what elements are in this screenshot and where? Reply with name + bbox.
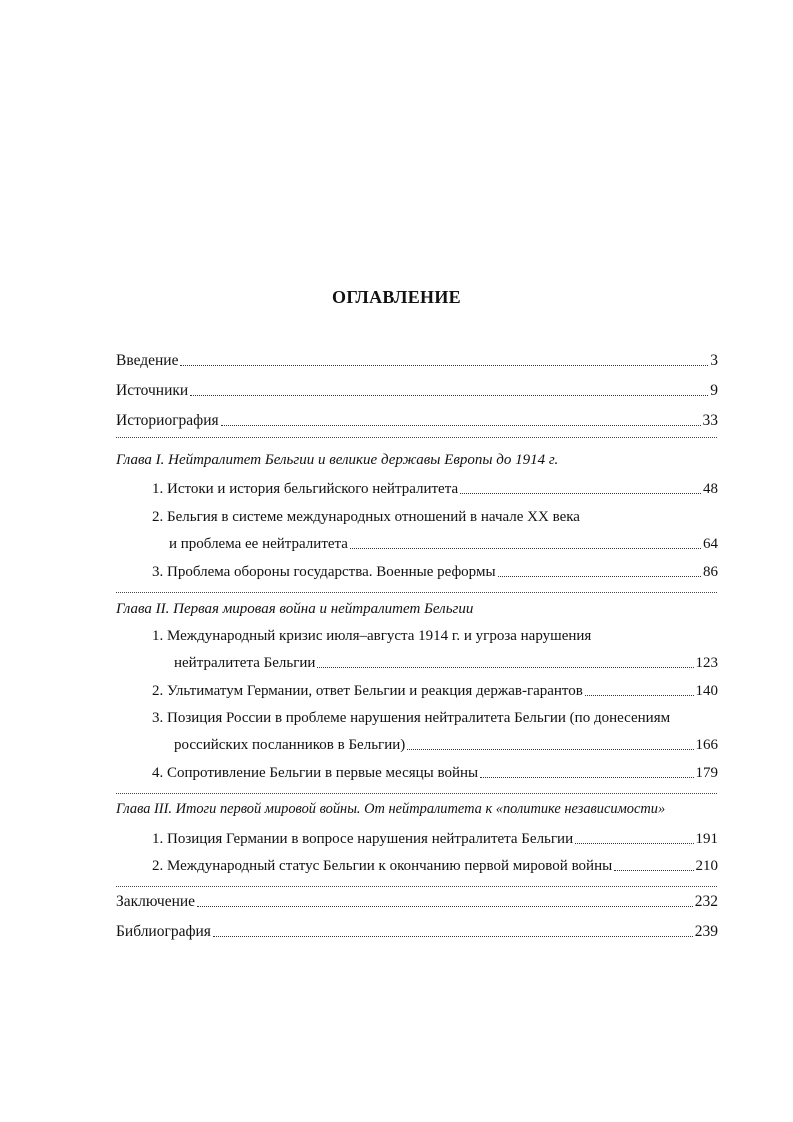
dot-leader [480, 777, 693, 778]
dot-leader [575, 843, 693, 844]
toc-entry-ch3-s1[interactable] [152, 829, 718, 849]
page-title: ОГЛАВЛЕНИЕ [332, 287, 461, 307]
toc-page-number: 210 [695, 858, 718, 874]
toc-entry-conclusion[interactable] [116, 892, 718, 912]
toc-entry-label: 2. Международный статус Бельгии к окончанию первой мировой войны [152, 858, 613, 874]
toc-entry-intro[interactable] [116, 351, 718, 371]
dot-leader [197, 906, 693, 907]
toc-entry-historiography[interactable] [116, 411, 718, 431]
toc-entry-label: Историография [116, 412, 219, 429]
toc-entry-ch1-s1[interactable] [152, 479, 718, 499]
toc-page-number: 239 [694, 923, 718, 940]
chapter-2-title[interactable]: Глава II. Первая мировая война и нейтралитет Бельгии [116, 601, 474, 617]
toc-entry-label: Библиография [116, 923, 211, 940]
toc-page-number: 179 [695, 765, 718, 781]
toc-page-number: 33 [702, 412, 718, 429]
dot-leader [407, 749, 693, 750]
toc-page-number: 191 [695, 831, 718, 847]
toc-entry-ch2-s4[interactable] [152, 763, 718, 783]
toc-page-number: 9 [710, 382, 718, 399]
toc-page-number: 166 [695, 737, 718, 753]
toc-page-number: 86 [703, 564, 718, 580]
separator-rule [116, 592, 717, 593]
toc-entry-ch2-s2[interactable] [152, 681, 718, 701]
dot-leader [614, 870, 693, 871]
dot-leader [585, 695, 694, 696]
toc-entry-ch2-s1[interactable] [174, 653, 718, 673]
separator-rule [116, 437, 717, 438]
toc-page-number: 64 [703, 536, 718, 552]
toc-entry-label: 2. Ультиматум Германии, ответ Бельгии и реакция держав-гарантов [152, 683, 583, 699]
chapter-3-title[interactable]: Глава III. Итоги первой мировой войны. От нейтралитета к «политике независимости» [116, 801, 666, 817]
toc-entry-label: и проблема ее нейтралитета [169, 536, 348, 552]
toc-entry-label: Заключение [116, 893, 196, 910]
dot-leader [317, 667, 693, 668]
toc-entry-ch2-s3[interactable] [174, 735, 718, 755]
separator-rule [116, 886, 717, 887]
toc-entry-ch2-s1-line1[interactable]: 1. Международный кризис июля–августа 1914 г. и угроза нарушения [152, 628, 592, 644]
toc-page-number: 3 [710, 352, 718, 369]
dot-leader [213, 936, 693, 937]
toc-entry-ch3-s2[interactable] [152, 856, 718, 876]
toc-entry-label: нейтралитета Бельгии [174, 655, 316, 671]
toc-entry-label: российских посланников в Бельгии) [174, 737, 406, 753]
separator-rule [116, 793, 717, 794]
toc-entry-label: 3. Проблема обороны государства. Военные реформы [152, 564, 496, 580]
toc-entry-ch1-s3[interactable] [152, 562, 718, 582]
dot-leader [498, 576, 701, 577]
toc-page-number: 123 [695, 655, 718, 671]
toc-entry-ch1-s2[interactable] [169, 534, 718, 554]
toc-page-number: 48 [703, 481, 718, 497]
dot-leader [221, 425, 701, 426]
toc-page-number: 232 [694, 893, 718, 910]
dot-leader [350, 548, 701, 549]
toc-page-number: 140 [695, 683, 718, 699]
toc-entry-label: Введение [116, 352, 179, 369]
dot-leader [180, 365, 708, 366]
dot-leader [190, 395, 708, 396]
toc-entry-label: 1. Истоки и история бельгийского нейтралитета [152, 481, 459, 497]
dot-leader [460, 493, 701, 494]
toc-entry-ch1-s2-line1[interactable]: 2. Бельгия в системе международных отношений в начале XX века [152, 509, 580, 525]
toc-entry-ch2-s3-line1[interactable]: 3. Позиция России в проблеме нарушения нейтралитета Бельгии (по донесениям [152, 710, 671, 726]
toc-entry-sources[interactable] [116, 381, 718, 401]
toc-entry-label: 1. Позиция Германии в вопросе нарушения нейтралитета Бельгии [152, 831, 574, 847]
toc-entry-bibliography[interactable] [116, 922, 718, 942]
toc-entry-label: Источники [116, 382, 189, 399]
chapter-1-title[interactable]: Глава I. Нейтралитет Бельгии и великие державы Европы до 1914 г. [116, 452, 559, 468]
toc-entry-label: 4. Сопротивление Бельгии в первые месяцы войны [152, 765, 479, 781]
